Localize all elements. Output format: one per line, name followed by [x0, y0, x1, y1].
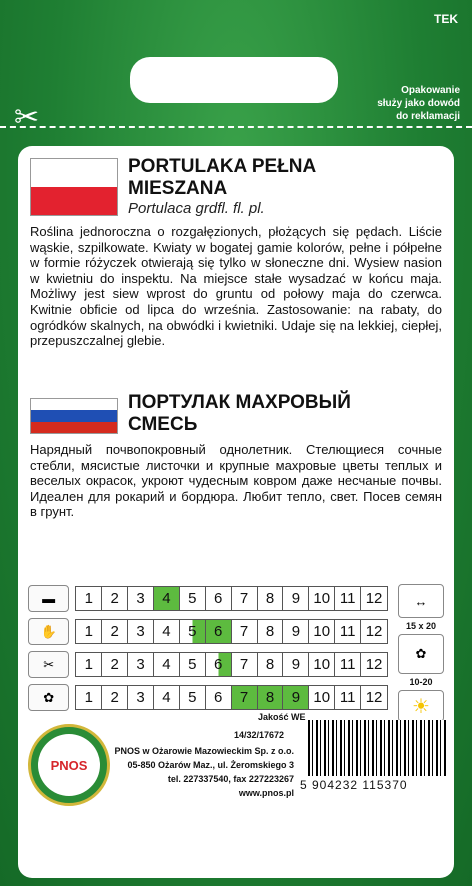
- month-cell: 7: [232, 686, 258, 709]
- polish-title: [128, 156, 448, 200]
- address-block: [114, 744, 294, 800]
- brand-tag: TEK: [434, 12, 458, 26]
- month-cell: 4: [154, 653, 180, 676]
- month-cell: 2: [102, 620, 128, 643]
- month-cell: 7: [232, 587, 258, 610]
- polish-title-line: MIESZANA: [128, 178, 228, 199]
- month-cell: 3: [128, 587, 154, 610]
- pnos-logo-inner: PNOS: [38, 734, 100, 796]
- month-cell: 4: [154, 686, 180, 709]
- month-cell: 9: [283, 587, 309, 610]
- russian-title-line: СМЕСЬ: [128, 414, 198, 435]
- address-line: PNOS w Ożarowie Mazowieckim Sp. z o.o.: [114, 746, 294, 756]
- month-cell: 5: [180, 620, 206, 643]
- calendar-row-flowering: [28, 683, 388, 712]
- month-cell: 8: [258, 620, 284, 643]
- month-cell: 1: [76, 653, 102, 676]
- month-cell: 12: [365, 590, 383, 607]
- month-cell: 11: [335, 686, 361, 709]
- month-cell: 1: [76, 620, 102, 643]
- month-cell: 1: [76, 686, 102, 709]
- address-line: tel. 227337540, fax 227223267: [167, 774, 294, 784]
- month-strip: [75, 586, 388, 611]
- month-cell: 4: [154, 587, 180, 610]
- month-cell: 4: [154, 620, 180, 643]
- opakowanie-line: służy jako dowód: [377, 98, 460, 109]
- month-cell: 6: [206, 653, 232, 676]
- info-card: [18, 146, 454, 878]
- month-cell: 5: [180, 587, 206, 610]
- height-label: 10-20: [409, 677, 433, 687]
- sowing-calendar: [28, 584, 388, 716]
- month-cell: 3: [128, 686, 154, 709]
- month-cell: 6: [206, 686, 232, 709]
- month-cell: 12: [365, 623, 383, 640]
- height-icon: ✿: [398, 634, 444, 674]
- month-cell: 9: [283, 653, 309, 676]
- month-strip: [75, 685, 388, 710]
- month-cell: 10: [309, 686, 335, 709]
- polish-title-line: PORTULAKA PEŁNA: [128, 156, 317, 177]
- poland-flag-icon: [30, 158, 118, 216]
- latin-name: Portulaca grdfl. fl. pl.: [128, 200, 265, 217]
- month-cell: 10: [309, 620, 335, 643]
- address-line: 05-850 Ożarów Maz., ul. Żeromskiego 3: [127, 760, 294, 770]
- month-cell: 2: [102, 686, 128, 709]
- calendar-row-planting: [28, 650, 388, 679]
- month-cell: 2: [102, 587, 128, 610]
- month-cell: 3: [128, 620, 154, 643]
- month-cell: 8: [258, 686, 284, 709]
- sowing-ground-icon: ✋: [28, 618, 69, 645]
- month-cell: 1: [76, 587, 102, 610]
- month-cell: 5: [180, 686, 206, 709]
- month-cell: 11: [335, 620, 361, 643]
- month-cell: 9: [283, 686, 309, 709]
- month-cell: 12: [365, 689, 383, 706]
- russian-title: [128, 392, 448, 436]
- barcode-number: 5 904232 115370: [300, 778, 408, 792]
- month-cell: 6: [206, 620, 232, 643]
- opakowanie-note: [340, 84, 460, 123]
- month-cell: 2: [102, 653, 128, 676]
- month-cell: 3: [128, 653, 154, 676]
- month-cell: 10: [309, 587, 335, 610]
- cut-line: [0, 126, 472, 128]
- russian-title-line: ПОРТУЛАК МАХРОВЫЙ: [128, 392, 351, 413]
- side-info: [398, 584, 444, 725]
- opakowanie-line: Opakowanie: [401, 85, 460, 96]
- month-strip: [75, 619, 388, 644]
- sowing-inspekt-icon: ▬: [28, 585, 69, 612]
- russia-flag-icon: [30, 398, 118, 434]
- spacing-label: 15 x 20: [405, 621, 437, 631]
- address-line: www.pnos.pl: [238, 788, 294, 798]
- month-cell: 8: [258, 587, 284, 610]
- month-cell: 6: [206, 587, 232, 610]
- product-code: 14/32/17672: [234, 730, 285, 740]
- flowering-icon: ✿: [28, 684, 69, 711]
- quality-label: Jakość WE: [258, 712, 306, 722]
- month-cell: 7: [232, 653, 258, 676]
- polish-description: Roślina jednoroczna o rozgałęzionych, płożących się pędach. Liście wąskie, szpilkowate. Kwiaty w bogatej gamie kolorów, pełne i półpełne w formie różyczek otwierają się tylko w słoneczne dni. Wysiew nasion w kwietniu do inspektu. Na miejsce stałe wysadzać w końcu maja. Możliwy jest siew wprost do gruntu od połowy maja do czerwca. Kwitnie obficie od lipca do września. Zastosowanie: na rabaty, do ogródków skalnych, na obwódki i kwietniki. Udaje się na lekkiej, ciepłej, przepuszczalnej glebie.: [30, 224, 442, 349]
- opakowanie-line: do reklamacji: [396, 111, 460, 122]
- month-cell: 11: [335, 653, 361, 676]
- month-cell: 5: [180, 653, 206, 676]
- month-cell: 12: [365, 656, 383, 673]
- planting-icon: ✂: [28, 651, 69, 678]
- month-cell: 8: [258, 653, 284, 676]
- sun-icon: ☀: [398, 690, 444, 722]
- pnos-logo: [28, 724, 110, 806]
- scissors-icon: ✂: [14, 101, 40, 134]
- spacing-icon: ↔: [398, 584, 444, 618]
- month-cell: 9: [283, 620, 309, 643]
- russian-description: Нарядный почвопокровный однолетник. Стелющиеся сочные стебли, мясистые листочки и крупные махровые цветы теплых и веселых окрасок, укроют чудесным ковром даже несчаные почвы. Идеален для рокарий и бордюра. Любит тепло, свет. Посев семян в грунт.: [30, 442, 442, 520]
- calendar-row-sowing-ground: [28, 617, 388, 646]
- hang-hole: [130, 57, 338, 103]
- barcode: [308, 720, 446, 776]
- month-cell: 11: [335, 587, 361, 610]
- calendar-row-sowing-inspekt: [28, 584, 388, 613]
- month-cell: 7: [232, 620, 258, 643]
- month-cell: 10: [309, 653, 335, 676]
- month-strip: [75, 652, 388, 677]
